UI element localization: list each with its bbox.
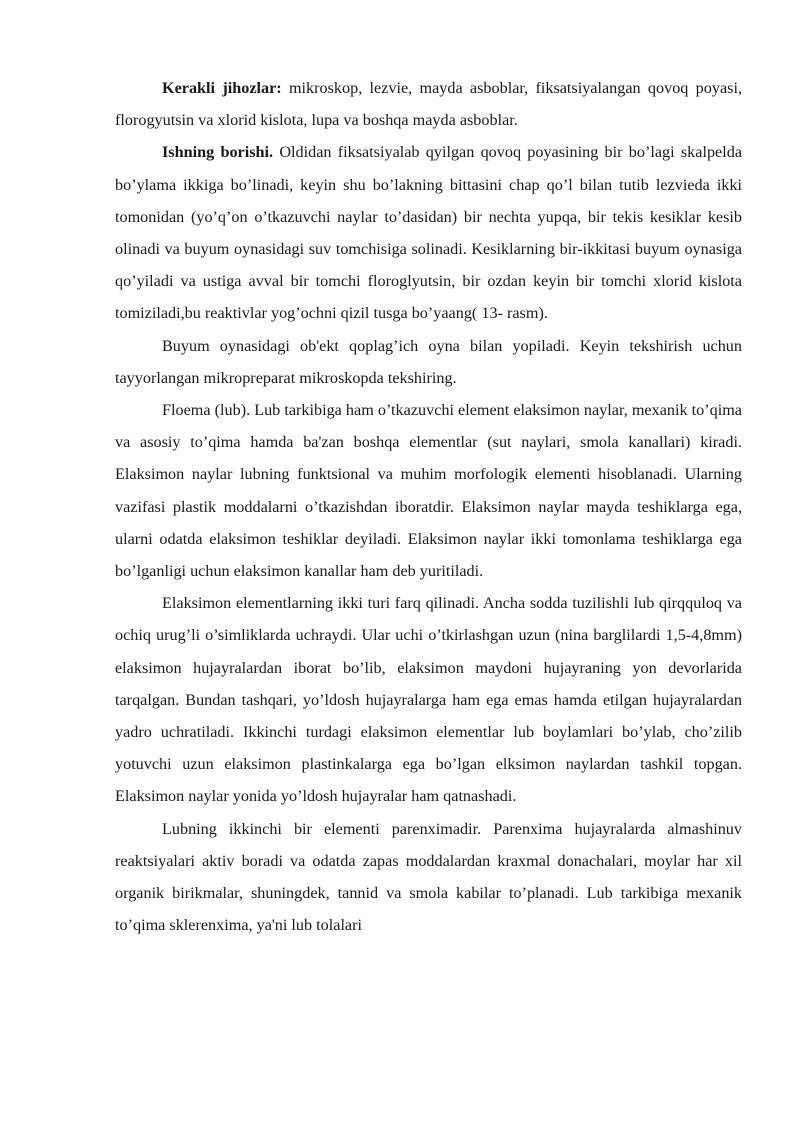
paragraph-slide xyxy=(115,330,742,394)
paragraph-text-sieve-elements: Elaksimon elementlarning ikki turi farq qilinadi. Ancha sodda tuzilishli lub qirqquloq va ochiq urug’li o’simliklarda uchraydi. Ular uchi o’tkirlashgan uzun (nina barglilardi 1,5-4,8mm) elaksimon hujayralardan iborat bo’lib, elaksimon maydoni hujayraning yon devorlarida tarqalgan. Bundan tashqari, yo’ldosh hujayralarga ham ega emas hamda etilgan hujayralardan yadro uchratiladi. Ikkinchi turdagi elaksimon elementlar lub boylamlari bo’ylab, cho’zilib yotuvchi uzun elaksimon plastinkalarga ega bo’lgan elksimon naylardan tashkil topgan. Elaksimon naylar yonida yo’ldosh hujayralar ham qatnashadi. xyxy=(115,594,742,806)
paragraph-text-parenchyma: Lubning ikkinchi bir elementi parenximadir. Parenxima hujayralarda almashinuv reaktsiyalari aktiv boradi va odatda zapas moddalardan kraxmal donachalari, moylar har xil organik birikmalar, shuningdek, tannid va smola kabilar to’planadi. Lub tarkibiga mexanik to’qima sklerenxima, ya'ni lub tolalari xyxy=(115,819,742,935)
paragraph-lead-procedure: Ishning borishi. xyxy=(162,143,274,162)
paragraph-phloem xyxy=(115,394,742,587)
paragraph-text-phloem: Floema (lub). Lub tarkibiga ham o’tkazuvchi element elaksimon naylar, mexanik to’qima va asosiy to’qima hamda ba'zan boshqa elementlar (sut naylari, smola kanallari) kiradi. Elaksimon naylar lubning funktsional va muhim morfologik elementi hisoblanadi. Ularning vazifasi plastik moddalarni o’tkazishdan iboratdir. Elaksimon naylar mayda teshiklarga ega, ularni odatda elaksimon teshiklar deyiladi. Elaksimon naylar ikki tomonlama teshiklarga ega bo’lganligi uchun elaksimon kanallar ham deb yuritiladi. xyxy=(115,401,742,581)
paragraph-text-procedure: Oldidan fiksatsiyalab qyilgan qovoq poyasining bir bo’lagi skalpelda bo’ylama ikkiga bo’linadi, keyin shu bo’lakning bittasini chap qo’l bilan tutib lezvieda ikki tomonidan (yo’q’on o’tkazuvchi naylar to’dasidan) bir nechta yupqa, bir tekis kesiklar kesib olinadi va buyum oynasidagi suv tomchisiga solinadi. Kesiklarning bir-ikkitasi buyum oynasiga qo’yiladi va ustiga avval bir tomchi floroglyutsin, bir ozdan keyin bir tomchi xlorid kislota tomiziladi,bu reaktivlar yog’ochni qizil tusga bo’yaang( 13- rasm). xyxy=(115,143,743,323)
paragraph-sieve-elements xyxy=(115,587,742,812)
paragraph-equipment xyxy=(115,72,742,136)
document-page xyxy=(115,72,742,941)
paragraph-parenchyma xyxy=(115,813,742,942)
paragraph-lead-equipment: Kerakli jihozlar: xyxy=(162,79,282,97)
paragraph-procedure xyxy=(115,136,742,329)
paragraph-text-equipment: mikroskop, lezvie, mayda asboblar, fiksatsiyalangan qovoq poyasi, florogyutsin va xlorid kislota, lupa va boshqa mayda asboblar. xyxy=(115,79,742,130)
paragraph-text-slide: Buyum oynasidagi ob'ekt qoplag’ich oyna bilan yopiladi. Keyin tekshirish uchun tayyorlangan mikropreparat mikroskopda tekshiring. xyxy=(115,336,742,387)
